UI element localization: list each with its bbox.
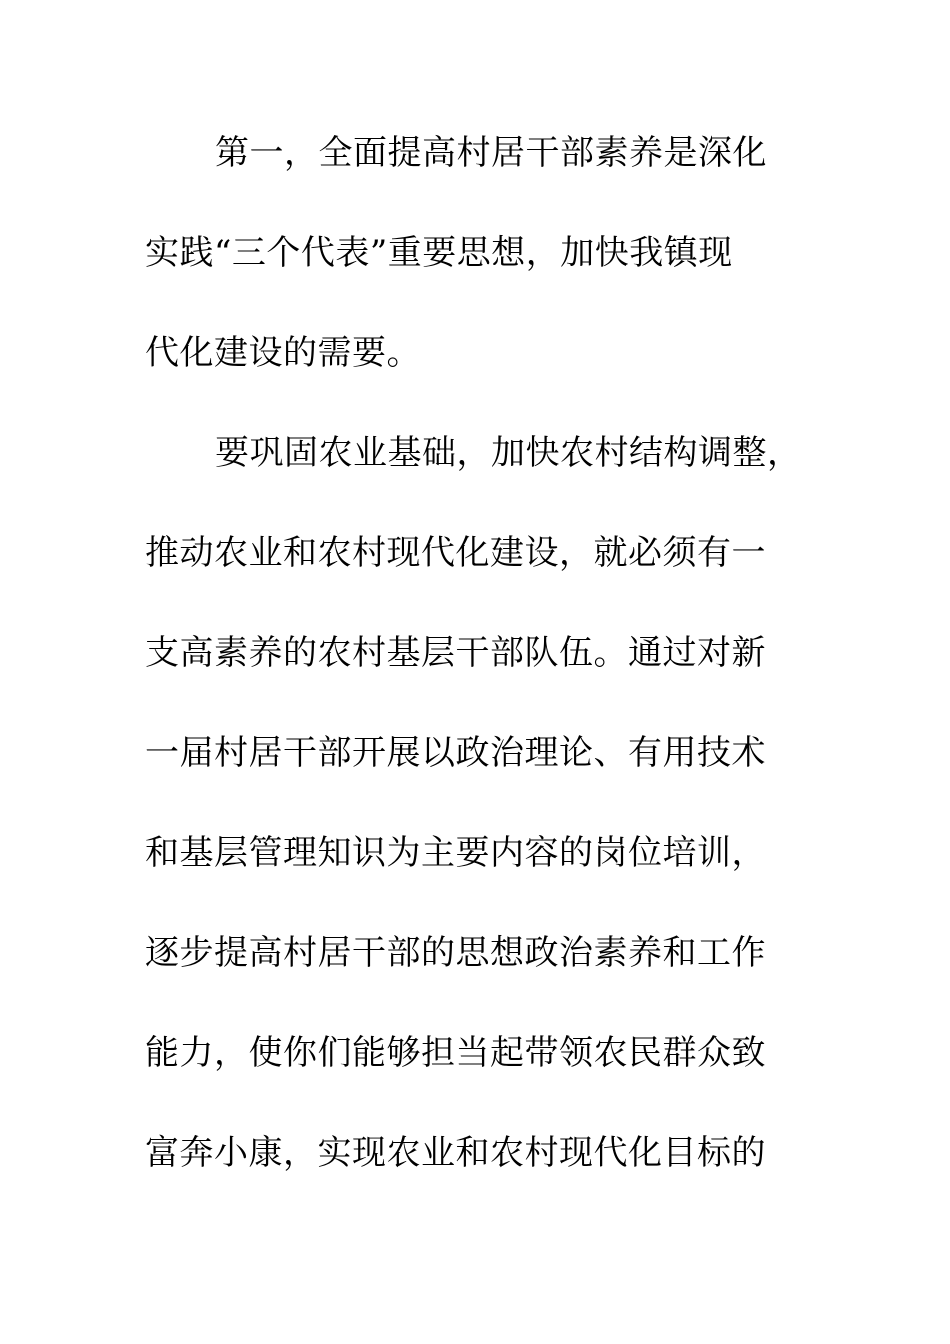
text-line: 要巩固农业基础，加快农村结构调整， xyxy=(215,433,802,473)
text-line: 第一，全面提高村居干部素养是深化 xyxy=(215,133,767,173)
text-line: 代化建设的需要。 xyxy=(145,333,421,373)
text-line: 能力，使你们能够担当起带领农民群众致 xyxy=(145,1033,766,1073)
text-line: 和基层管理知识为主要内容的岗位培训， xyxy=(145,833,766,873)
text-line: 逐步提高村居干部的思想政治素养和工作 xyxy=(145,933,766,973)
text-line: 实践“三个代表”重要思想，加快我镇现 xyxy=(145,233,733,273)
text-line: 一届村居干部开展以政治理论、有用技术 xyxy=(145,733,766,773)
text-line: 支高素养的农村基层干部队伍。通过对新 xyxy=(145,633,766,673)
text-line: 推动农业和农村现代化建设，就必须有一 xyxy=(145,533,766,573)
text-line: 富奔小康，实现农业和农村现代化目标的 xyxy=(145,1133,766,1173)
